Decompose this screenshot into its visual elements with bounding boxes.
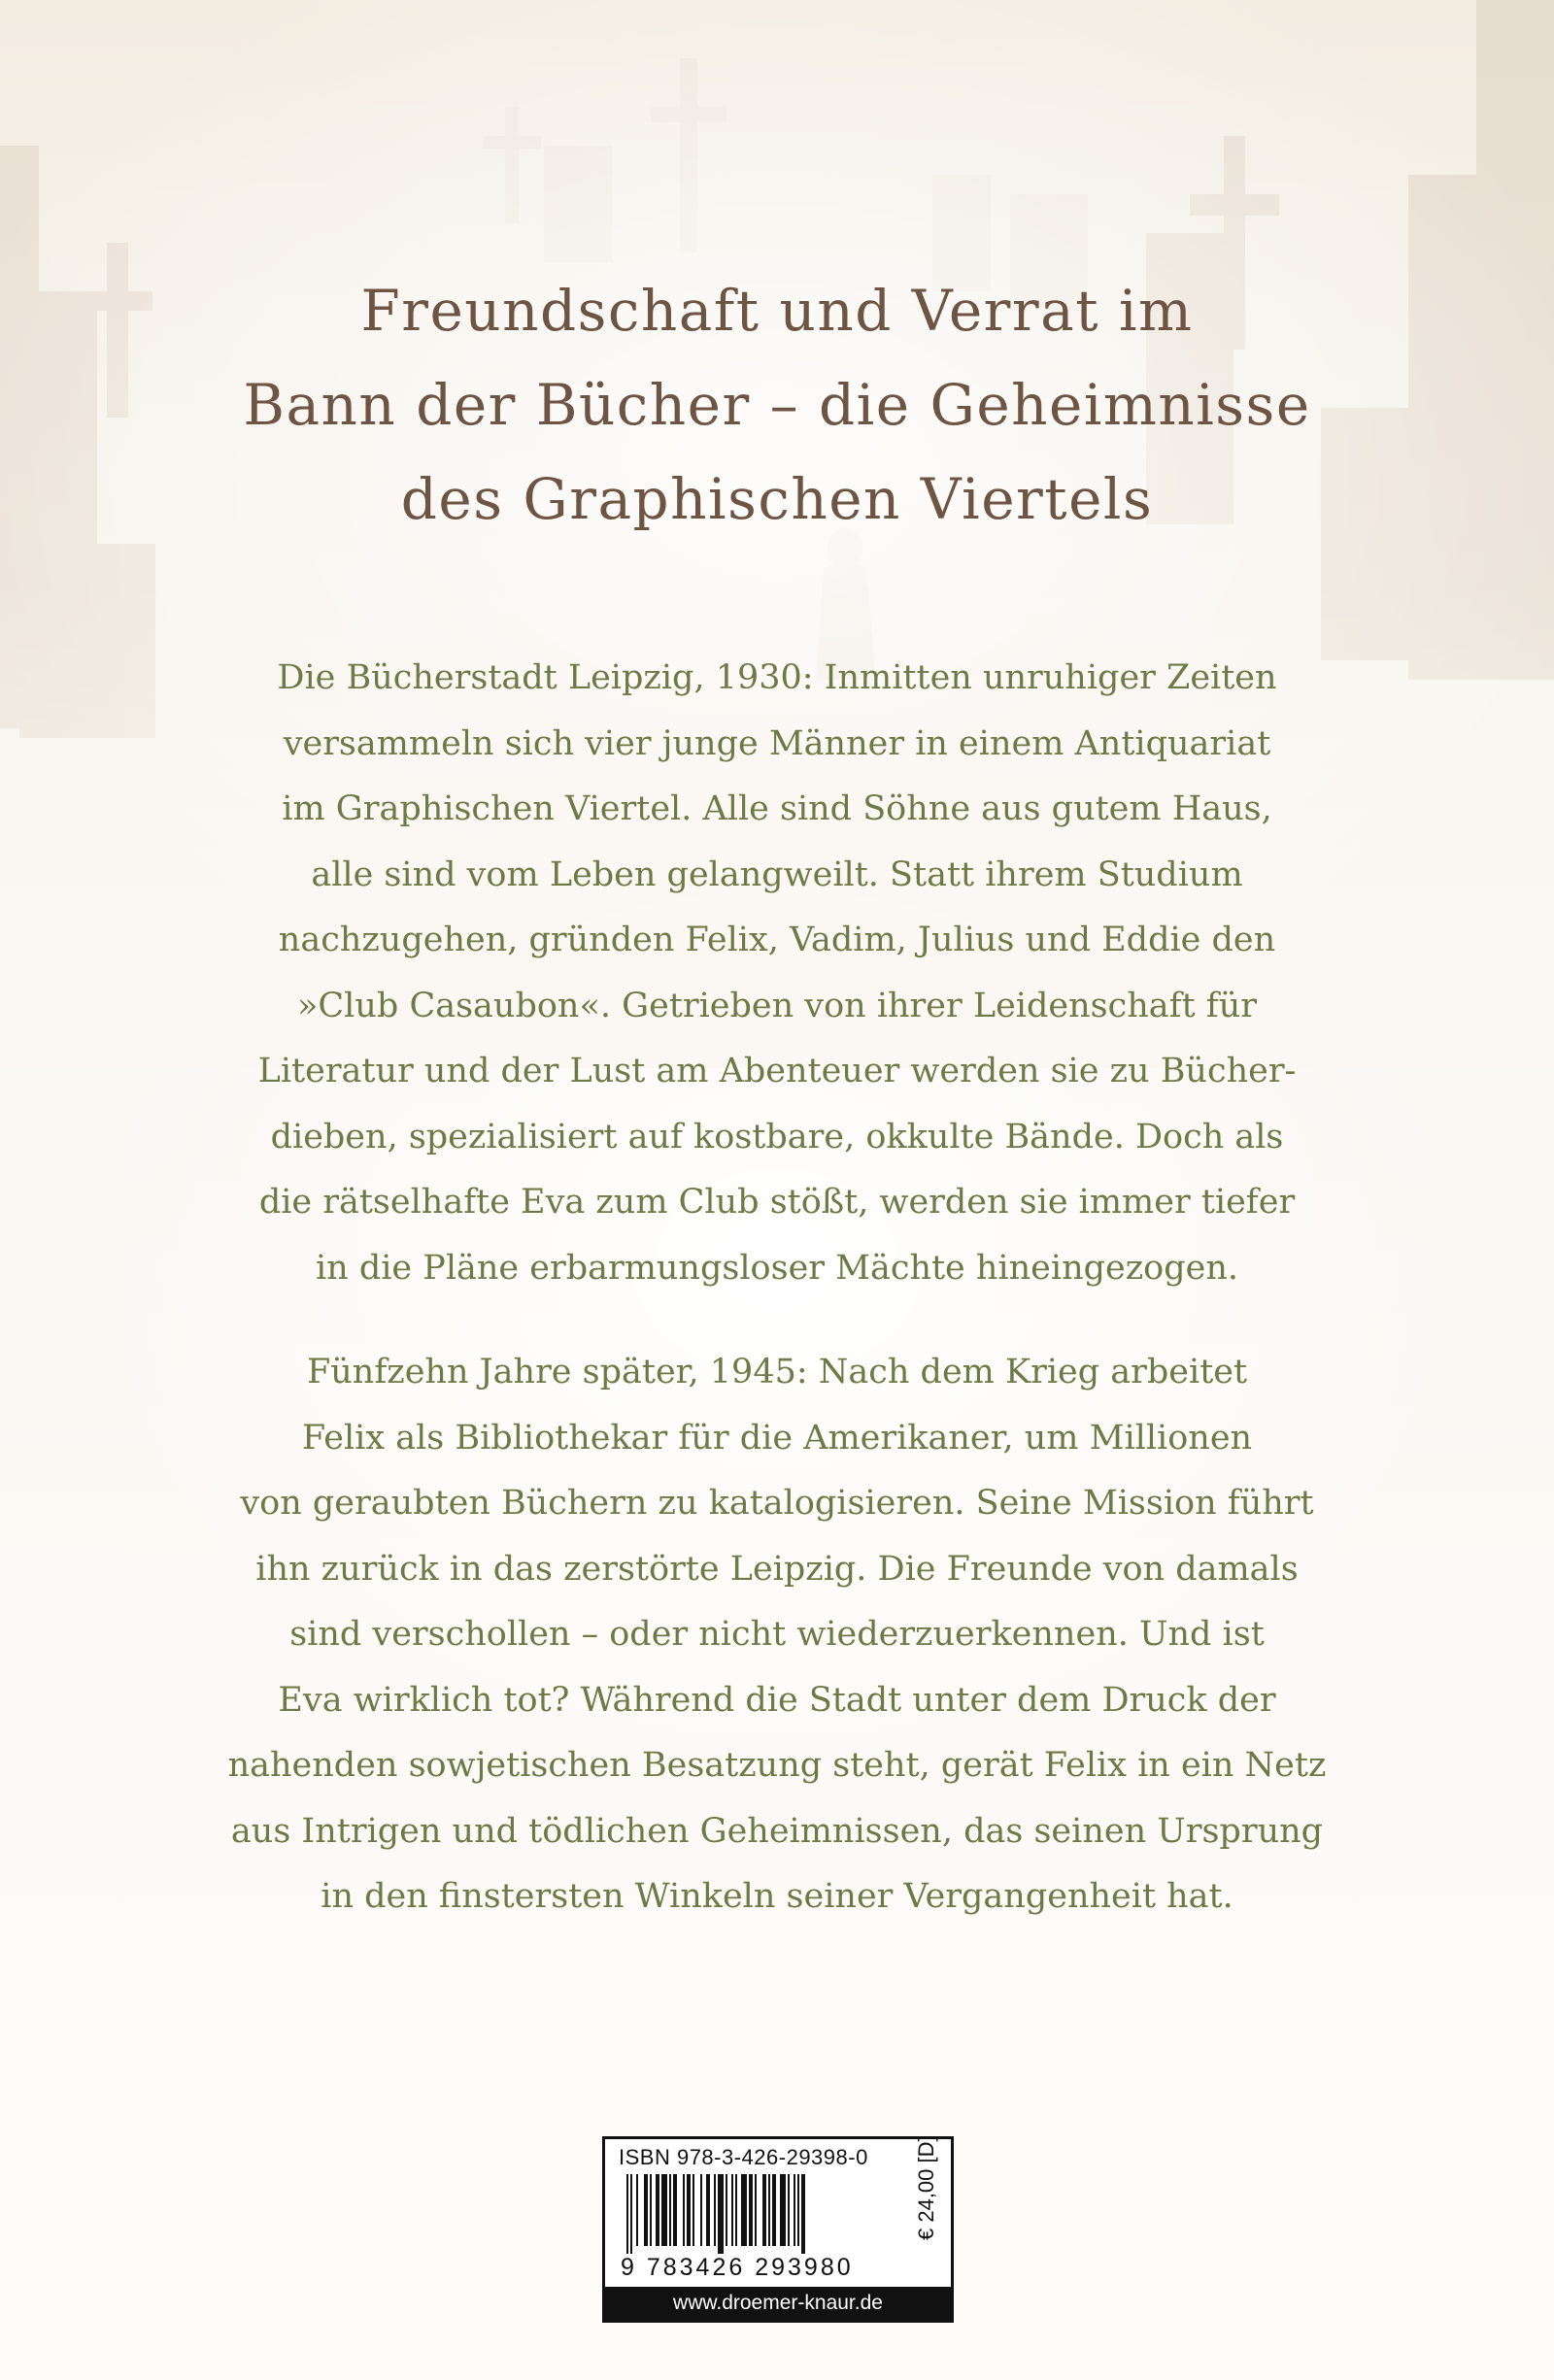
barcode-bar	[731, 2174, 733, 2246]
barcode-bar	[718, 2174, 724, 2254]
blurb-line: Felix als Bibliothekar für die Amerikaner, um Millionen	[301, 1418, 1253, 1458]
blurb-paragraph-2	[146, 1340, 1408, 1930]
blurb-line: nachzugehen, gründen Felix, Vadim, Julius und Eddie den	[278, 921, 1276, 959]
barcode-bar	[735, 2174, 737, 2246]
blurb-line: Die Bücherstadt Leipzig, 1930: Inmitten unruhiger Zeiten	[277, 658, 1277, 697]
blurb-line: aus Intrigen und tödlichen Geheimnissen, das seinen Ursprung	[230, 1811, 1324, 1851]
barcode-bar	[687, 2174, 691, 2246]
barcode-bar	[749, 2174, 753, 2246]
barcode-bar	[797, 2174, 799, 2246]
blurb-line: in den finstersten Winkeln seiner Vergangenheit hat.	[321, 1877, 1233, 1916]
blurb-line: sind verschollen – oder nicht wiederzuerkennen. Und ist	[289, 1615, 1265, 1654]
barcode-bar	[630, 2174, 632, 2254]
blurb-line: von geraubten Büchern zu katalogisieren. Seine Mission führt	[240, 1484, 1314, 1523]
blurb-line: »Club Casaubon«. Getrieben von ihrer Leidenschaft für	[296, 986, 1257, 1025]
blurb-line: die rätselhafte Eva zum Club stößt, werden sie immer tiefer	[258, 1183, 1296, 1222]
headline-line: Freundschaft und Verrat im	[360, 278, 1194, 344]
price-label: € 24,00 [D]	[914, 2135, 938, 2240]
blurb-line: ihn zurück in das zerstörte Leipzig. Die Freunde von damals	[255, 1549, 1299, 1589]
barcode-bar	[780, 2174, 786, 2246]
isbn-barcode-box	[602, 2136, 954, 2323]
blurb-line: Fünfzehn Jahre später, 1945: Nach dem Krieg arbeitet	[306, 1353, 1248, 1391]
headline	[97, 264, 1457, 547]
blurb-line: nahenden sowjetischen Besatzung steht, gerät Felix in ein Netz	[227, 1746, 1327, 1785]
blurb-line: Eva wirklich tot? Während die Stadt unter dem Druck der	[278, 1680, 1276, 1720]
barcode-bar	[661, 2174, 667, 2246]
barcode-bar	[683, 2174, 685, 2246]
isbn-number: ISBN 978-3-426-29398-0	[619, 2145, 868, 2169]
barcode-bar	[755, 2174, 757, 2246]
barcode-bar	[650, 2174, 652, 2246]
barcode-bar	[714, 2174, 716, 2246]
barcode-bar	[669, 2174, 671, 2246]
blurb-line: Literatur und der Lust am Abenteuer werden sie zu Bücher-	[257, 1052, 1297, 1090]
blurb-line: dieben, spezialisiert auf kostbare, okkulte Bände. Doch als	[270, 1117, 1284, 1156]
headline-line: des Graphischen Viertels	[400, 466, 1154, 532]
blurb-line: alle sind vom Leben gelangweilt. Statt ihrem Studium	[311, 855, 1243, 894]
barcode-bar	[626, 2174, 628, 2254]
barcode-bar	[741, 2174, 747, 2246]
publisher-url: www.droemer-knaur.de	[605, 2287, 951, 2320]
barcode-bar	[801, 2174, 805, 2254]
blurb-line: in die Pläne erbarmungsloser Mächte hineingezogen.	[315, 1248, 1239, 1288]
barcode-bar	[673, 2174, 677, 2246]
barcode-bar	[700, 2174, 702, 2246]
barcode-bar	[636, 2174, 638, 2246]
barcode-bar	[772, 2174, 776, 2246]
blurb-line: versammeln sich vier junge Männer in einem Antiquariat	[283, 723, 1271, 763]
barcode-bars	[625, 2174, 906, 2254]
barcode-bar	[726, 2174, 727, 2246]
blurb-line: im Graphischen Viertel. Alle sind Söhne aus gutem Haus,	[282, 789, 1272, 828]
barcode-bar	[693, 2174, 694, 2246]
barcode-bar	[706, 2174, 710, 2246]
blurb-paragraph-1	[146, 646, 1408, 1301]
barcode-bar	[656, 2174, 659, 2246]
barcode-bar	[762, 2174, 766, 2246]
barcode-digits: 9 783426 293980	[621, 2254, 854, 2281]
barcode-bar	[788, 2174, 790, 2246]
barcode-bar	[794, 2174, 795, 2246]
barcode-bar	[768, 2174, 770, 2246]
headline-line: Bann der Bücher – die Geheimnisse	[243, 372, 1311, 438]
barcode-bar	[644, 2174, 648, 2246]
